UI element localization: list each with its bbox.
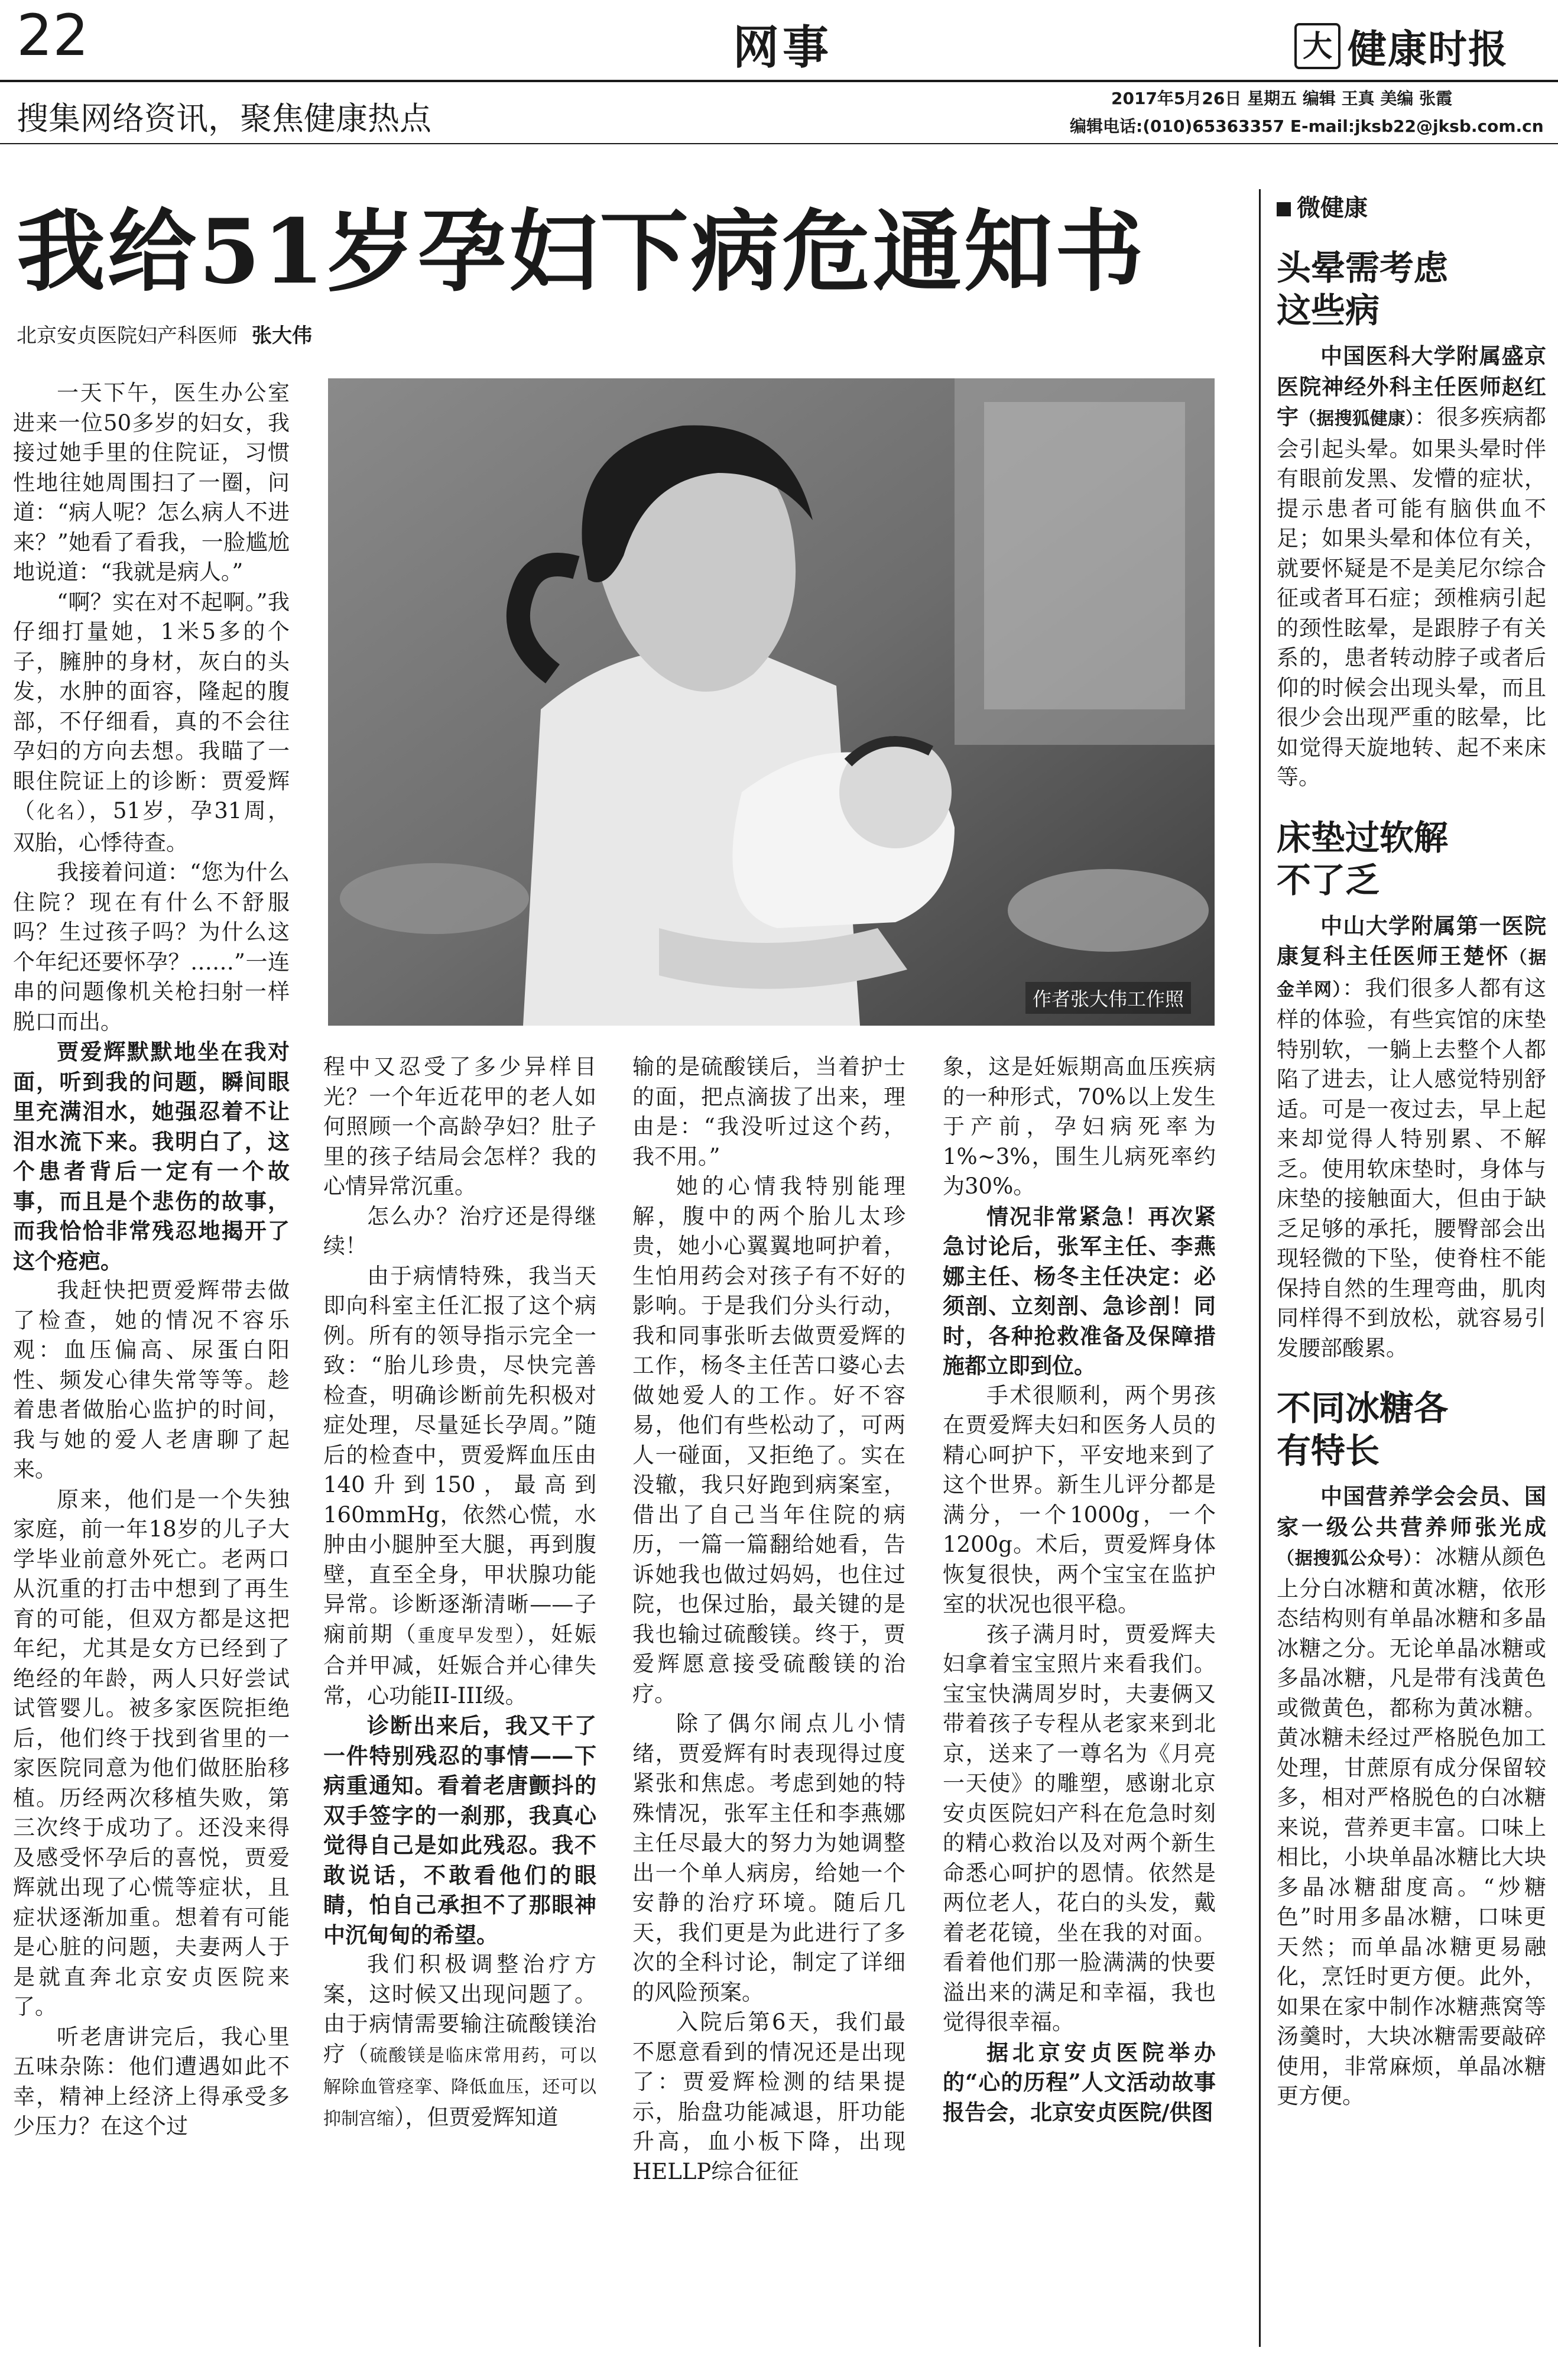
page-number: 22 [17, 2, 89, 69]
paragraph-emphasis: 贾爱辉默默地坐在我对面，听到我的问题，瞬间眼里充满泪水，她强忍着不让泪水流下来。我明白了，这个患者背后一定有一个故事，而且是个悲伤的故事，而我恰恰非常残忍地揭开了这个疮疤。 [13, 1039, 290, 1274]
sidebar-item-body [1277, 911, 1546, 1364]
sidebar-divider [1259, 189, 1261, 2347]
byline-org: 北京安贞医院妇产科医师 [17, 324, 238, 348]
paragraph: 除了偶尔闹点儿小情绪，贾爱辉有时表现得过度紧张和焦虑。考虑到她的特殊情况，张军主任和李燕娜主任尽最大的努力为她调整出一个单人病房，给她一个安静的治疗环境。随后几天，我们更是为此进行了多次的全科讨论，制定了详细的风险预案。 [632, 1711, 905, 2005]
paragraph-text: “啊？实在对不起啊。”我仔细打量她，1米5多的个子，臃肿的身材，灰白的头发，水肿的面容，隆起的腹部，不仔细看，真的不会往孕妇的方向去想。我瞄了一眼住院证上的诊断：贾爱辉（ [13, 589, 290, 823]
paragraph [323, 1950, 596, 2134]
logo-text: 健康时报 [1348, 26, 1508, 72]
paragraph-emphasis: 诊断出来后，我又干了一件特别残忍的事情——下病重通知。看着老唐颤抖的双手签字的一刹那，我真心觉得自己是如此残忍。我不敢说话，不敢看他们的眼睛，怕自己承担不了那眼神中沉甸甸的希望。 [323, 1713, 596, 1948]
paragraph-text: ），妊娠合并甲减，妊娠合并心律失常，心功能II-III级。 [323, 1621, 596, 1708]
sidebar-item-text: ：冰糖从颜色上分白冰糖和黄冰糖，依形态结构则有单晶冰糖和多晶冰糖之分。无论单晶冰糖或多晶冰糖，凡是带有浅黄色或微黄色，都称为黄冰糖。黄冰糖未经过严格脱色加工处理，甘蔗原有成分保留较多，相对严格脱色的白冰糖来说，营养更丰富。口味上相比，小块单晶冰糖比大块多晶冰糖甜度高。“炒糖色”时用多晶冰糖，口味更天然；而单晶冰糖更易融化，烹饪时更方便。此外，如果在家中制作冰糖燕窝等汤羹时，大块冰糖需要敲碎使用，非常麻烦，单晶冰糖更方便。 [1277, 1544, 1547, 2109]
paragraph-text: ），51岁，孕31周，双胎，心悸待查。 [13, 798, 290, 855]
paragraph-text: 我们积极调整治疗方案，这时候又出现问题了。由于病情需要输注硫酸镁治疗（ [323, 1951, 596, 2067]
paragraph: 原来，他们是一个失独家庭，前一年18岁的儿子大学毕业前意外死亡。老两口从沉重的打击中想到了再生育的可能，但双方都是这把年纪，尤其是女方已经到了绝经的年龄，两人只好尝试试管婴儿。被多家医院拒绝后，他们终于找到省里的一家医院同意为他们做胚胎移植。历经两次移植失败，第三次终于成功了。还没来得及感受怀孕后的喜悦，贾爱辉就出现了心慌等症状，且症状逐渐加重。想着有可能是心脏的问题，夫妻两人于是就直奔北京安贞医院来了。 [13, 1486, 290, 2019]
paragraph [13, 588, 290, 858]
masthead-rule [0, 80, 1558, 82]
sidebar-item-source-note: （据搜狐健康） [1299, 408, 1415, 429]
logo-mark-icon: 大 [1294, 23, 1340, 69]
paragraph-note: 重度早发型 [417, 1625, 515, 1646]
sidebar-item-source: 中山大学附属第一医院康复科主任医师王楚怀 [1277, 912, 1546, 969]
sidebar-item-title: 床垫过软解不了乏 [1277, 817, 1449, 900]
article-source-note: 据北京安贞医院举办的“心的历程”人文活动故事报告会，北京安贞医院/供图 [943, 2039, 1216, 2125]
paragraph: 一天下午，医生办公室进来一位50多岁的妇女，我接过她手里的住院证，习惯性地往她周围扫了一圈，问道：“病人呢？怎么病人不进来？”她看了看我，一脸尴尬地说道：“我就是病人。” [13, 380, 290, 585]
sidebar-item-title: 不同冰糖各有特长 [1277, 1388, 1449, 1471]
section-slogan: 搜集网络资讯，聚焦健康热点 [17, 100, 431, 137]
sidebar-item-text: ：我们很多人都有这样的体验，有些宾馆的床垫特别软，一躺上去整个人都陷了进去，让人感觉特别舒适。可是一夜过去，早上起来却觉得人特别累、不解乏。使用软床垫时，身体与床垫的接触面大，但由于缺乏足够的承托，腰臀部会出现轻微的下坠，使脊柱不能保持自然的生理弯曲，肌肉同样得不到放松，就容易引发腰部酸累。 [1277, 975, 1546, 1361]
sidebar-item-source: 中国医科大学附属盛京医院神经外科主任医师赵红宇 [1277, 343, 1546, 430]
section-title: 网事 [733, 21, 833, 74]
header-divider [0, 143, 1558, 144]
article-byline [17, 319, 312, 348]
article-column-3 [632, 1052, 905, 2187]
sidebar-item-title: 头晕需考虑这些病 [1277, 248, 1449, 330]
paragraph: 入院后第6天，我们最不愿意看到的情况还是出现了：贾爱辉检测的结果提示，胎盘功能减退，肝功能升高，血小板下降，出现HELLP综合征征 [632, 2009, 905, 2184]
sidebar-item-text: ：很多疾病都会引起头晕。如果头晕时伴有眼前发黑、发懵的症状，提示患者可能有脑供血不足；如果头晕和体位有关，就要怀疑是不是美尼尔综合征或者耳石症；颈椎病引起的颈性眩晕，是跟脖子有关系的，患者转动脖子或者后仰的时候会出现头晕，而且很少会出现严重的眩晕，比如觉得天旋地转、起不来床等。 [1277, 404, 1547, 790]
paragraph: 我赶快把贾爱辉带去做了检查，她的情况不容乐观：血压偏高、尿蛋白阳性、频发心律失常等等。趁着患者做胎心监护的时间，我与她的爱人老唐聊了起来。 [13, 1277, 290, 1482]
paragraph-note: 硫酸镁是临床常用药，可以解除血管痉挛、降低血压，还可以抑制宫缩 [323, 2045, 597, 2129]
editor-contact: 编辑电话:(010)65363357 E-mail:jksb22@jksb.com.cn [1070, 116, 1544, 136]
paragraph [323, 1262, 596, 1711]
sidebar-item-source: 中国营养学会会员、国家一级公共营养师张光成 [1277, 1483, 1546, 1540]
sidebar-item-body [1277, 1481, 1546, 2112]
issue-date-editors: 2017年5月26日 星期五 编辑 王真 美编 张霞 [1111, 89, 1453, 108]
paragraph-emphasis: 情况非常紧急！再次紧急讨论后，张军主任、李燕娜主任、杨冬主任决定：必须剖、立刻剖、急诊剖！同时，各种抢救准备及保障措施都立即到位。 [943, 1203, 1216, 1379]
sidebar-item-source-note: （据搜狐公众号） [1277, 1548, 1413, 1569]
paragraph-note: 化名 [37, 802, 76, 823]
sidebar-micro-health [1277, 189, 1546, 2112]
paragraph: 输的是硫酸镁后，当着护士的面，把点滴拔了出来，理由是：“我没听过这个药，我不用。” [632, 1054, 905, 1169]
paragraph-text: 由于病情特殊，我当天即向科室主任汇报了这个病例。所有的领导指示完全一致：“胎儿珍贵，尽快完善检查，明确诊断前先积极对症处理，尽量延长孕周。”随后的检查中，贾爱辉血压由140升到150，最高到160mmHg，依然心慌，水肿由小腿肿至大腿，再到腹壁，直至全身，甲状腺功能异常。诊断逐渐清晰——子痫前期（ [323, 1263, 596, 1647]
photo-caption: 作者张大伟工作照 [1025, 982, 1191, 1014]
newspaper-logo [1294, 18, 1508, 74]
paragraph: 我接着问道：“您为什么住院？现在有什么不舒服吗？生过孩子吗？为什么这个年纪还要怀孕？……”一连串的问题像机关枪扫射一样脱口而出。 [13, 860, 290, 1035]
sidebar-item-body [1277, 341, 1546, 793]
paragraph: 手术很顺利，两个男孩在贾爱辉夫妇和医务人员的精心呵护下，平安地来到了这个世界。新生儿评分都是满分，一个1000g，一个1200g。术后，贾爱辉身体恢复很快，两个宝宝在监护室的状况也很平稳。 [943, 1382, 1216, 1617]
article-column-2 [323, 1052, 596, 2134]
sidebar-label-text: 微健康 [1297, 194, 1368, 222]
article-photo [328, 378, 1215, 1026]
article-headline: 我给51岁孕妇下病危通知书 [17, 200, 1146, 304]
article-column-4 [943, 1052, 1216, 2127]
sidebar-label [1277, 189, 1546, 223]
byline-author: 张大伟 [252, 324, 312, 348]
paragraph: 怎么办？治疗还是得继续！ [323, 1203, 596, 1259]
paragraph: 听老唐讲完后，我心里五味杂陈：他们遭遇如此不幸，精神上经济上得承受多少压力？在这个过 [13, 2024, 290, 2139]
paragraph: 她的心情我特别能理解，腹中的两个胎儿太珍贵，她小心翼翼地呵护着，生怕用药会对孩子有不好的影响。于是我们分头行动，我和同事张昕去做贾爱辉的工作，杨冬主任苦口婆心去做她爱人的工作。好不容易，他们有些松动了，可两人一碰面，又拒绝了。实在没辙，我只好跑到病案室，借出了自己当年住院的病历，一篇一篇翻给她看，告诉她我也做过妈妈，也住过院，也保过胎，最关键的是我也输过硫酸镁。终于，贾爱辉愿意接受硫酸镁的治疗。 [632, 1173, 905, 1707]
photo-illustration [328, 378, 1215, 1026]
paragraph-text: ），但贾爱辉知道 [394, 2104, 559, 2130]
square-bullet-icon [1277, 202, 1291, 216]
article-column-1 [13, 378, 290, 2142]
paragraph: 孩子满月时，贾爱辉夫妇拿着宝宝照片来看我们。宝宝快满周岁时，夫妻俩又带着孩子专程从老家来到北京，送来了一尊名为《月亮一天使》的雕塑，感谢北京安贞医院妇产科在危急时刻的精心救治以及对两个新生命悉心呵护的恩情。依然是两位老人，花白的头发，戴着老花镜，坐在我的对面。看着他们那一脸满满的快要溢出来的满足和幸福，我也觉得很幸福。 [943, 1621, 1216, 2035]
paragraph: 程中又忍受了多少异样目光？一个年近花甲的老人如何照顾一个高龄孕妇？肚子里的孩子结局会怎样？我的心情异常沉重。 [323, 1054, 596, 1199]
paragraph: 象，这是妊娠期高血压疾病的一种形式，70%以上发生于产前，孕妇病死率为1%~3%，围生儿病死率约为30%。 [943, 1054, 1216, 1199]
sidebar-item-source-note: （据金羊网） [1277, 948, 1547, 1000]
